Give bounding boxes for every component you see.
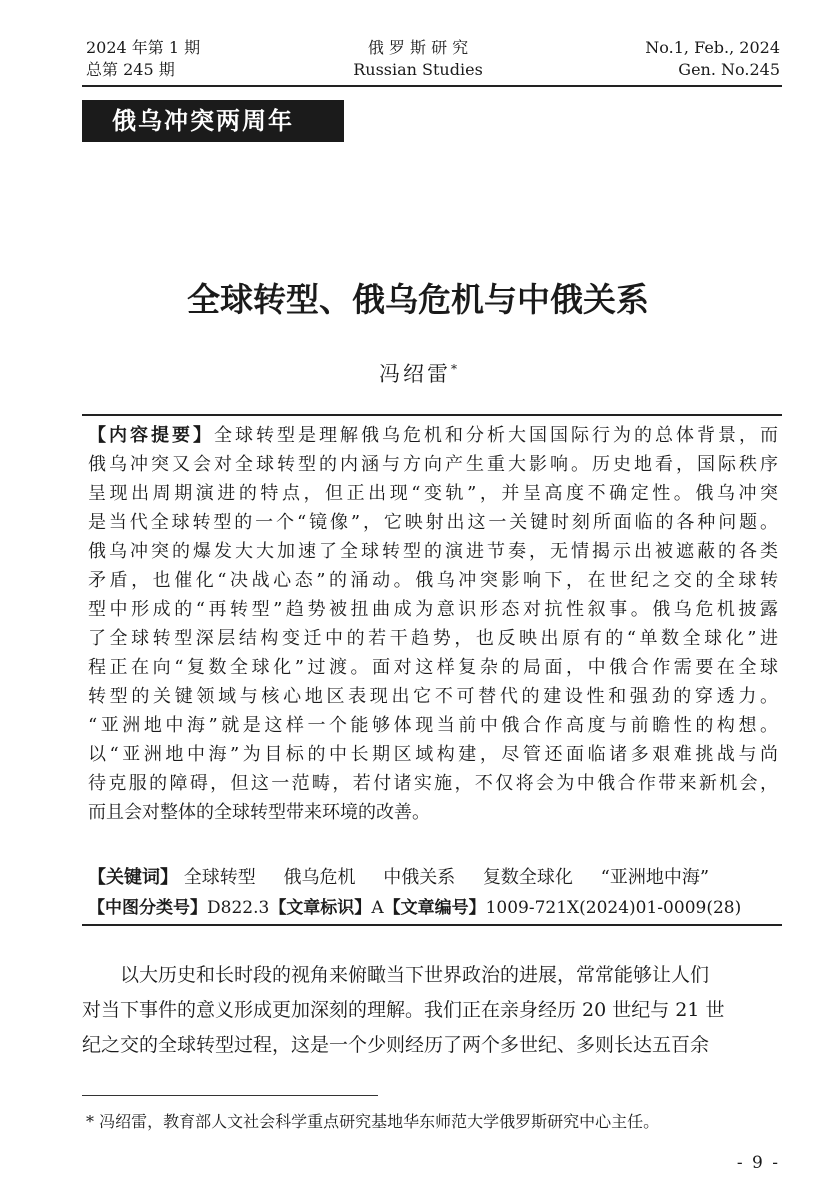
abstract-text: 全球转型是理解俄乌危机和分析大国国际行为的总体背景，而 xyxy=(214,425,778,446)
abstract-bottom-rule xyxy=(82,924,782,926)
author-name: 冯绍雷 xyxy=(379,362,451,386)
issue-line-en: No.1, Feb., 2024 xyxy=(645,38,780,57)
header-rule xyxy=(82,85,782,87)
body-line: 以大历史和长时段的视角来俯瞰当下世界政治的进展，常常能够让人们 xyxy=(120,964,710,986)
footnote-rule xyxy=(82,1095,378,1096)
abstract-line: 程正在向“复数全球化”过渡。面对这样复杂的局面，中俄合作需要在全球 xyxy=(88,657,778,678)
abstract-line: 转型的关键领域与核心地区表现出它不可替代的建设性和强劲的穿透力。 xyxy=(88,686,778,707)
journal-name-en: Russian Studies xyxy=(353,60,483,79)
body-text xyxy=(82,958,782,1063)
article-title: 全球转型、俄乌危机与中俄关系 xyxy=(187,280,649,319)
abstract-line xyxy=(88,421,778,450)
journal-issue-en xyxy=(645,37,780,81)
abstract xyxy=(88,421,778,827)
section-banner: 俄乌冲突两周年 xyxy=(82,100,344,142)
abstract-line: 而且会对整体的全球转型带来环境的改善。 xyxy=(88,802,430,823)
clc-value: D822.3 xyxy=(207,898,270,918)
author-footnote-mark: * xyxy=(451,362,457,376)
clc-label: 【中图分类号】 xyxy=(88,898,207,918)
page-number: - 9 - xyxy=(736,1153,780,1173)
journal-name-cn: 俄 罗 斯 研 究 xyxy=(367,38,469,57)
abstract-line: 是当代全球转型的一个“镜像”，它映射出这一关键时刻所面临的各种问题。 xyxy=(88,512,778,533)
abstract-label: 【内容提要】 xyxy=(88,425,214,446)
abstract-line: 俄乌冲突又会对全球转型的内涵与方向产生重大影响。历史地看，国际秩序 xyxy=(88,454,778,475)
keywords xyxy=(88,863,778,892)
abstract-line: 矛盾，也催化“决战心态”的涌动。俄乌冲突影响下，在世纪之交的全球转 xyxy=(88,570,778,591)
keyword: 中俄关系 xyxy=(383,867,456,888)
doc-code-label: 【文章标识】 xyxy=(269,898,372,918)
author xyxy=(0,354,836,389)
keywords-label: 【关键词】 xyxy=(88,867,178,888)
keyword: 俄乌危机 xyxy=(283,867,356,888)
body-line: 纪之交的全球转型过程，这是一个少则经历了两个多世纪、多则长达五百余 xyxy=(82,1034,710,1056)
total-issue-line: 总第 245 期 xyxy=(86,60,175,79)
author-footnote: * 冯绍雷，教育部人文社会科学重点研究基地华东师范大学俄罗斯研究中心主任。 xyxy=(86,1112,660,1131)
keyword: 全球转型 xyxy=(183,867,256,888)
abstract-line: 型中形成的“再转型”趋势被扭曲成为意识形态对抗性叙事。俄乌危机披露 xyxy=(88,599,778,620)
keyword: 复数全球化 xyxy=(482,867,573,888)
abstract-line: 俄乌冲突的爆发大大加速了全球转型的演进节奏，无情揭示出被遮蔽的各类 xyxy=(88,541,778,562)
keyword: “亚洲地中海” xyxy=(600,867,710,888)
classification-line xyxy=(88,894,788,923)
abstract-line: “亚洲地中海”就是这样一个能够体现当前中俄合作高度与前瞻性的构想。 xyxy=(88,715,778,736)
doc-code-value: A xyxy=(371,898,384,918)
article-number-value: 1009-721X(2024)01-0009(28) xyxy=(485,898,742,918)
abstract-top-rule xyxy=(82,414,782,416)
abstract-line: 待克服的障碍，但这一范畴，若付诸实施，不仅将会为中俄合作带来新机会， xyxy=(88,773,778,794)
article-number-label: 【文章编号】 xyxy=(383,898,486,918)
abstract-line: 呈现出周期演进的特点，但正出现“变轨”，并呈高度不确定性。俄乌冲突 xyxy=(88,483,778,504)
body-line: 对当下事件的意义形成更加深刻的理解。我们正在亲身经历 20 世纪与 21 世 xyxy=(82,999,725,1021)
total-issue-line-en: Gen. No.245 xyxy=(678,60,780,79)
abstract-line: 了全球转型深层结构变迁中的若干趋势，也反映出原有的“单数全球化”进 xyxy=(88,628,778,649)
issue-line: 2024 年第 1 期 xyxy=(86,38,201,57)
abstract-line: 以“亚洲地中海”为目标的中长期区域构建，尽管还面临诸多艰难挑战与尚 xyxy=(88,744,778,765)
